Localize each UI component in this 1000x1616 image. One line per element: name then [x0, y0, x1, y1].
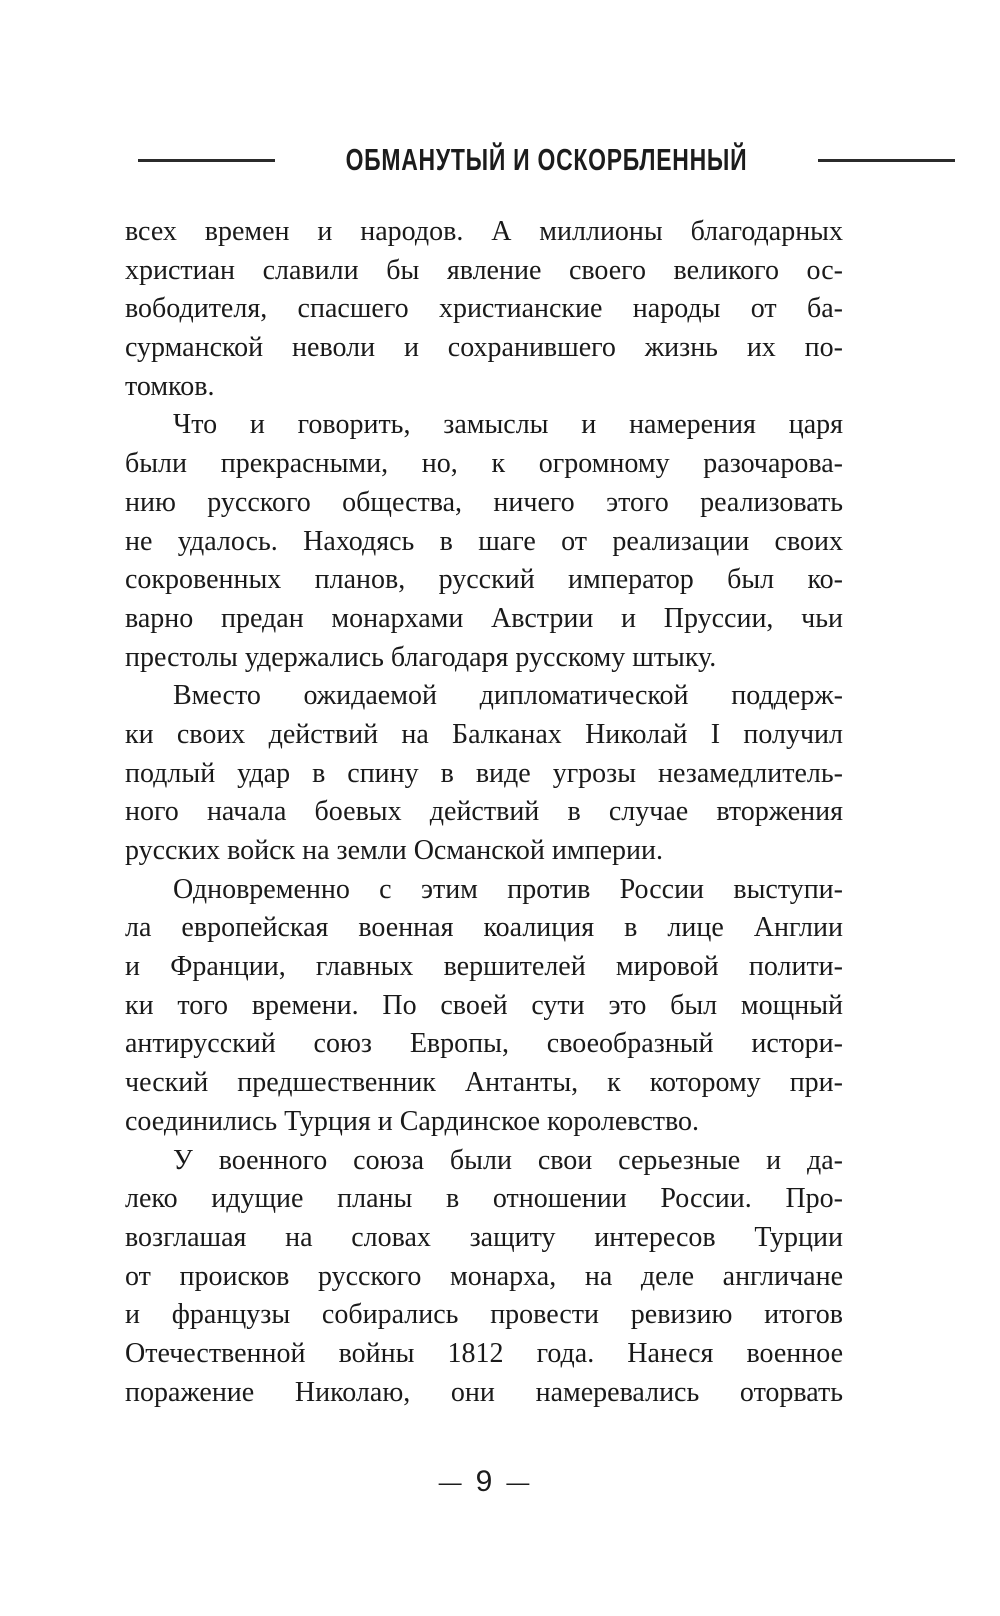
chapter-title: ОБМАНУТЫЙ И ОСКОРБЛЕННЫЙ: [345, 142, 748, 177]
text-line: У военного союза были свои серьезные и да-: [173, 1144, 843, 1176]
text-line: сурманской неволи и сохранившего жизнь их по-: [125, 332, 843, 364]
text-line: антирусский союз Европы, своеобразный истори-: [125, 1028, 843, 1060]
text-line: были прекрасными, но, к огромному разочарова-: [125, 448, 843, 480]
text-line: леко идущие планы в отношении России. Про-: [125, 1183, 843, 1215]
text-line: ки того времени. По своей сути это был мощный: [125, 989, 843, 1021]
text-line: всех времен и народов. А миллионы благодарных: [125, 216, 843, 247]
text-line: варно предан монархами Австрии и Пруссии, чьи: [125, 602, 843, 634]
text-line: ки своих действий на Балканах Николай I получил: [125, 718, 843, 750]
folio-dash-left: —: [438, 1468, 462, 1495]
running-head: [138, 142, 844, 178]
text-line: соединились Турция и Сардинское королевство.: [125, 1105, 700, 1137]
text-line: русских войск на земли Османской империи.: [125, 835, 663, 866]
text-line: нию русского общества, ничего этого реализовать: [125, 486, 843, 518]
text-line: вободителя, спасшего христианские народы от ба-: [125, 293, 843, 325]
header-rule-left: [138, 159, 275, 162]
body-text: [125, 213, 843, 1412]
text-line: ческий предшественник Антанты, к которому при-: [125, 1067, 843, 1099]
text-line: Одновременно с этим против России выступи-: [173, 873, 843, 905]
text-line: Что и говорить, замыслы и намерения царя: [173, 409, 843, 441]
text-line: ла европейская военная коалиция в лице Англии: [125, 912, 843, 944]
text-line: престолы удержались благодаря русскому штыку.: [125, 641, 717, 673]
text-line: и Франции, главных вершителей мировой полити-: [125, 951, 843, 983]
page-footer: [125, 1462, 843, 1502]
text-line: Отечественной войны 1812 года. Нанеся военное: [125, 1337, 843, 1369]
text-line: томков.: [125, 370, 215, 402]
text-line: подлый удар в спину в виде угрозы незамедлитель-: [125, 757, 843, 789]
text-line: сокровенных планов, русский император был ко-: [125, 564, 843, 596]
header-rule-right: [818, 159, 955, 162]
folio-dash-right: —: [506, 1468, 530, 1495]
text-line: Вместо ожидаемой дипломатической поддерж-: [173, 680, 843, 712]
text-line: не удалось. Находясь в шаге от реализации своих: [125, 525, 843, 557]
page-number: 9: [475, 1465, 493, 1498]
text-line: от происков русского монарха, на деле англичане: [125, 1260, 843, 1292]
chapter-title-wrap: [275, 142, 818, 178]
text-line: ного начала боевых действий в случае вторжения: [125, 796, 843, 828]
text-line: и французы собирались провести ревизию итогов: [125, 1299, 843, 1331]
text-line: поражение Николаю, они намеревались оторвать: [125, 1376, 843, 1408]
text-line: христиан славили бы явление своего великого ос-: [125, 254, 843, 286]
text-line: возглашая на словах защиту интересов Турции: [125, 1221, 843, 1253]
